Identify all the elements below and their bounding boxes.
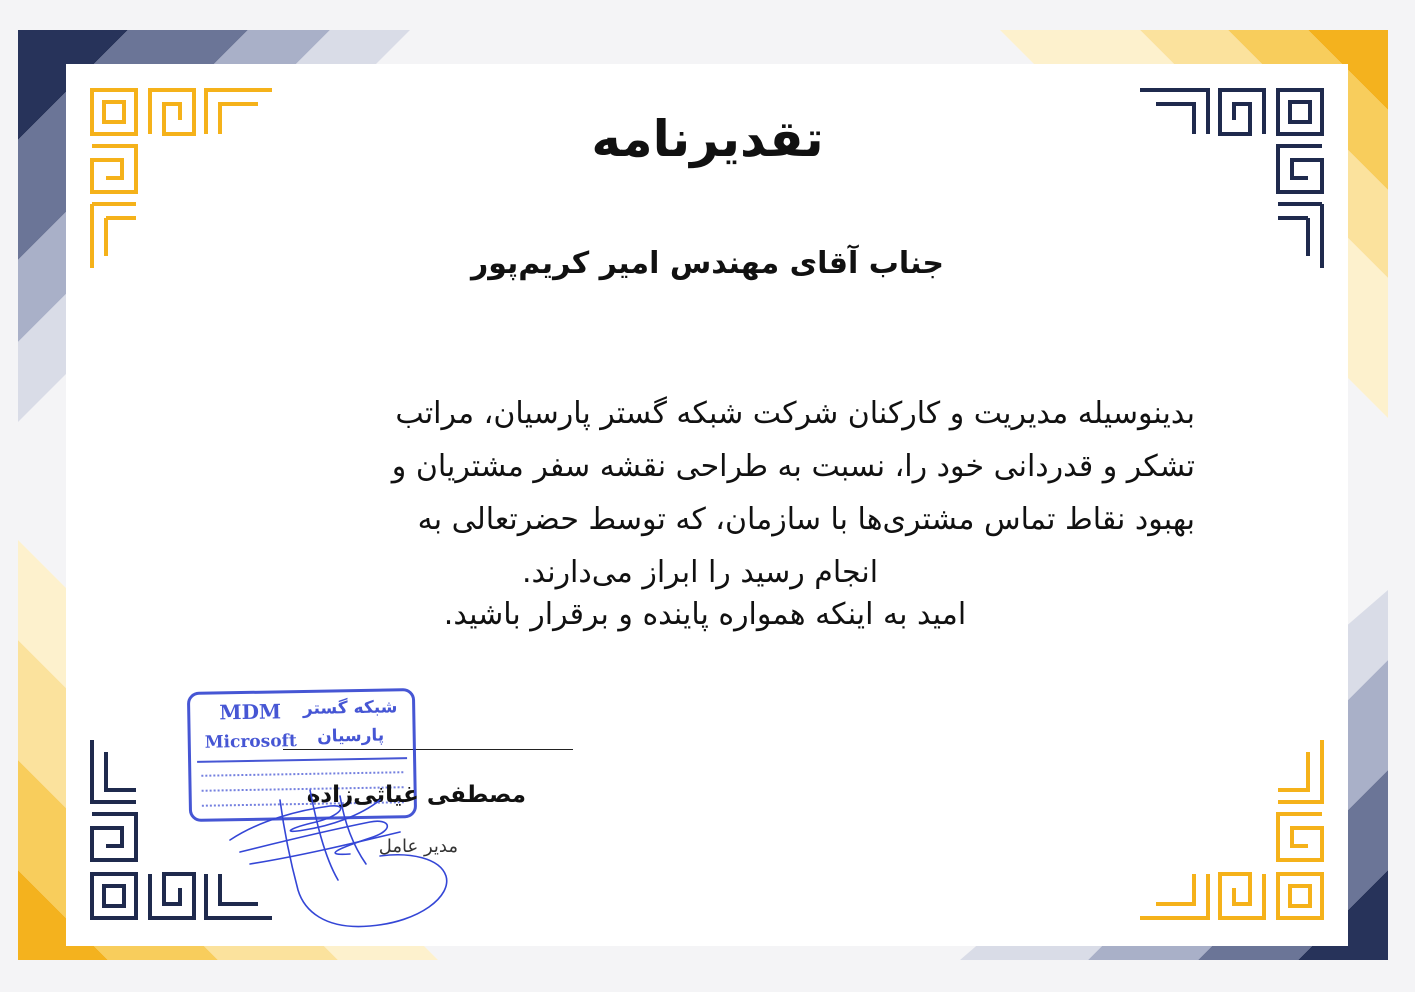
signer-title: مدیر عامل: [378, 836, 458, 857]
stamp-mdm-text: MDM: [219, 699, 282, 725]
stamp-company-name-line2: پارسیان: [316, 725, 385, 747]
body-line: انجام رسید را ابراز می‌دارند.: [521, 555, 879, 590]
signer-name: مصطفی غیاثی‌زاده: [306, 782, 526, 808]
stamp-company-name-line1: شبکه گستر: [302, 697, 398, 719]
body-line: تشکر و قدردانی خود را، نسبت به طراحی نقشه سفر مشتریان و: [391, 449, 1195, 484]
stamp-microsoft-text: Microsoft: [204, 731, 297, 753]
body-line: بهبود نقاط تماس مشتری‌ها با سازمان، که توسط حضرتعالی به: [417, 502, 1195, 537]
closing-wish: امید به اینکه همواره پاینده و برقرار باشید.: [443, 597, 967, 632]
certificate-title: تقدیرنامه: [591, 110, 824, 168]
certificate-body: [205, 387, 1195, 599]
meander-ornament-bottom-right: [1136, 734, 1326, 926]
handwritten-signature: [220, 760, 460, 940]
recipient-name: جناب آقای مهندس امیر کریم‌پور: [470, 246, 945, 281]
body-line: بدینوسیله مدیریت و کارکنان شرکت شبکه گستر پارسیان، مراتب: [395, 396, 1195, 431]
